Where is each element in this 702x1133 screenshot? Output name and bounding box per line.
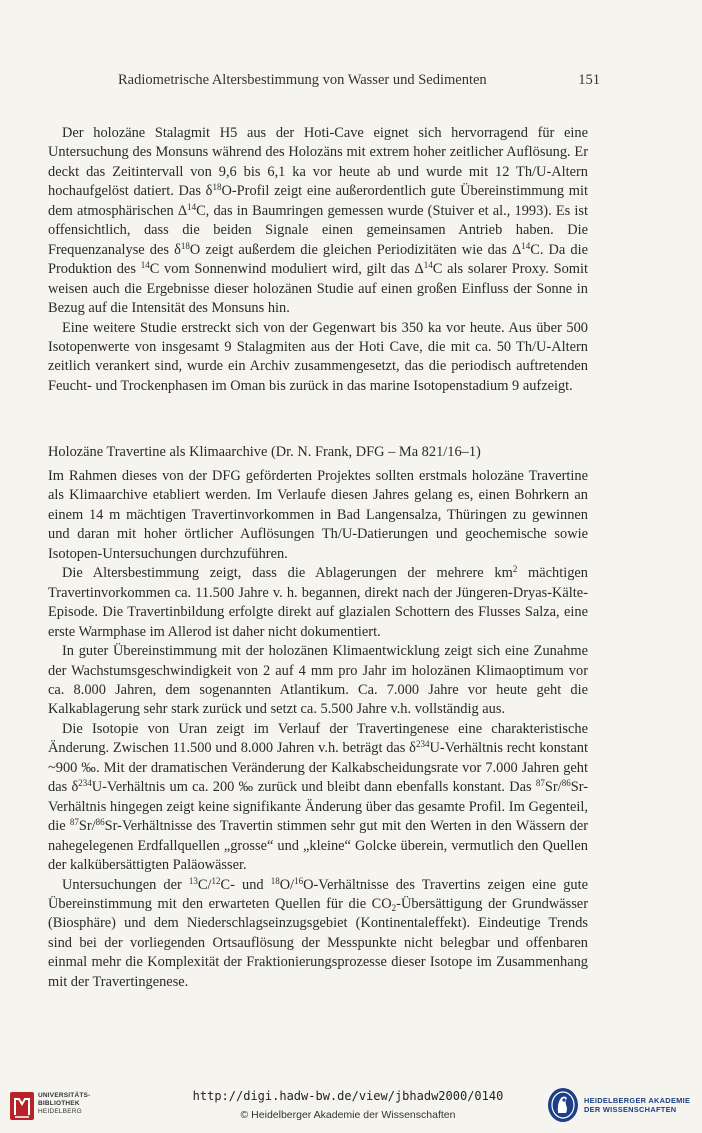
paragraph-stalagmite-h5: Der holozäne Stalagmit H5 aus der Hoti-Cave eignet sich hervorragend für eine Untersuchung des Monsuns während des Holozäns mit extrem hoher zeitlicher Auflösung. Er deckt das Zeitintervall von 9,6 bis 6,1 ka vor heute ab und wurde mit 12 Th/U-Altern hochaufgelöst datiert. Das $\delta^{18}O$-Profil zeigt eine außerordentlich gute Übereinstimmung mit dem atmosphärischen $\Delta^{14}C$, das in Baumringen gemessen wurde (Stuiver et al., 1993). Es ist offensichtlich, dass die beiden Signale einen gemeinsamen Antrieb haben. Die Frequenzanalyse des $\delta^{18}O$ zeigt außerdem die gleichen Periodizitäten wie das $\Delta^{14}C$. Da die Produktion des $^{14}$C vom Sonnenwind moduliert wird, gilt das $\Delta^{14}C$ als solarer Proxy. Somit weisen auch die Ergebnisse dieser holozänen Studie auf einen großen Einfluss der Sonne in Bezug auf die Intensität des Monsuns hin. xyxy=(48,125,589,317)
paragraph-growth-rate: In guter Übereinstimmung mit der holozänen Klimaentwicklung zeigt sich eine Zunahme der Wachstumsgeschwindigkeit von 2 auf 4 mm pro Jahr im holozänen Klimaoptimum vor ca. 8.000 Jahren, dem sogenannten Atlantikum. Ca. 7.000 Jahre vor heute geht die Kalkablagerung sehr stark zurück und setzt ca. 5.500 Jahre v.h. vollständig aus. xyxy=(48,643,588,718)
section-travertine-text xyxy=(48,467,588,992)
paragraph-age-determination: Die Altersbestimmung zeigt, dass die Ablagerungen der mehrere $km^2$ mächtigen Travertinvorkommen ca. 11.500 Jahre v. h. begannen, direkt nach der Jüngeren-Dryas-Kälte-Episode. Die Travertinbildung erfolgte direkt auf glazialen Schottern des Flusses Salza, eine erste Warmphase im Allerod ist daher nicht dokumentiert. xyxy=(48,564,588,640)
academy-logo[interactable] xyxy=(546,1084,696,1128)
academy-emblem-icon xyxy=(546,1086,580,1124)
page-number: 151 xyxy=(578,72,600,88)
section-heading-travertine: Holozäne Travertine als Klimaarchive (Dr. N. Frank, DFG – Ma 821/16–1) xyxy=(48,444,481,460)
section-monsoon-text xyxy=(48,124,588,396)
paragraph-uranium-isotopes: Die Isotopie von Uran zeigt im Verlauf der Travertingenese eine charakteristische Änderung. Zwischen 11.500 und 8.000 Jahren v.h. beträgt das $\delta^{234}U$-Verhältnis recht konstant ~900 ‰. Mit der dramatischen Veränderung der Kalkabscheidungsrate vor 7.000 Jahren geht das $\delta^{234}U$-Verhältnis um ca. 200 ‰ zurück und bleibt dann ebenfalls konstant. Das $^{87}$Sr/$^{86}$Sr-Verhältnis hingegen zeigt keine signifikante Änderung über das gesamte Profil. Im Gegenteil, die $^{87}$Sr/$^{86}$Sr-Verhältnisse des Travertin stimmen sehr gut mit den Werten in den Wässern der nahegelegenen Erdfallquellen „grosse“ und „kleine“ Golcke überein, vermutlich den Quellen der kalkübersättigten Paläowässer. xyxy=(48,720,588,874)
library-seal-icon xyxy=(8,1090,36,1122)
running-title: Radiometrische Altersbestimmung von Wasser und Sedimenten xyxy=(118,72,487,88)
copyright-notice: © Heidelberger Akademie der Wissenschaften xyxy=(240,1109,456,1121)
running-header xyxy=(118,70,600,90)
paragraph-dfg-project: Im Rahmen dieses von der DFG geförderten Projektes sollten erstmals holozäne Travertine als Klimaarchive etabliert werden. Im Verlaufe diesen Jahres gelang es, einen Bohrkern an einem 14 m mächtigen Travertinvorkommen in Bad Langensalza, Thüringen zu gewinnen und daran mit hoher örtlicher Auflösungen Th/U-Datierungen und geochemische sowie Isotopen-Untersuchungen durchzuführen. xyxy=(48,468,588,562)
academy-line-1: HEIDELBERGER AKADEMIE xyxy=(584,1096,691,1105)
logo-line-2: BIBLIOTHEK xyxy=(38,1100,80,1107)
paragraph-carbon-oxygen-isotopes: Untersuchungen der $^{13}$C/$^{12}$C- und $^{18}$O/$^{16}$O-Verhältnisse des Travertins zeigen eine gute Übereinstimmung mit den erwarteten Quellen für die $CO_2$-Übersättigung der Grundwässer (Biosphäre) und dem Niederschlagseinzugsgebiet (Kontinentaleffekt). Eindeutige Trends sind bei der vorliegenden Ortsauflösung der Messpunkte nicht belegbar und offenbaren einmal mehr die Komplexität der Fraktionierungsprozesse dieser Isotope im Zusammenhang mit der Travertingenese. xyxy=(48,875,589,990)
paragraph-hoti-cave-archive: Eine weitere Studie erstreckt sich von der Gegenwart bis 350 ka vor heute. Aus über 500 Isotopenwerte von insgesamt 9 Stalagmiten aus der Hoti Cave, die mit ca. 50 Th/U-Altern zeitlich verankert sind, wurde ein Archiv zusammengesetzt, das die periodisch auftretenden Feucht- und Trockenphasen im Oman bis zurück in das marine Isotopenstadium 9 aufzeigt. xyxy=(48,319,588,394)
source-url-link[interactable]: http://digi.hadw-bw.de/view/jbhadw2000/0140 xyxy=(192,1089,504,1103)
logo-line-1: UNIVERSITÄTS- xyxy=(38,1092,91,1099)
digitization-footer xyxy=(0,1080,702,1133)
university-library-logo[interactable] xyxy=(8,1088,96,1128)
logo-line-3: HEIDELBERG xyxy=(38,1108,82,1115)
academy-line-2: DER WISSENSCHAFTEN xyxy=(584,1105,677,1114)
